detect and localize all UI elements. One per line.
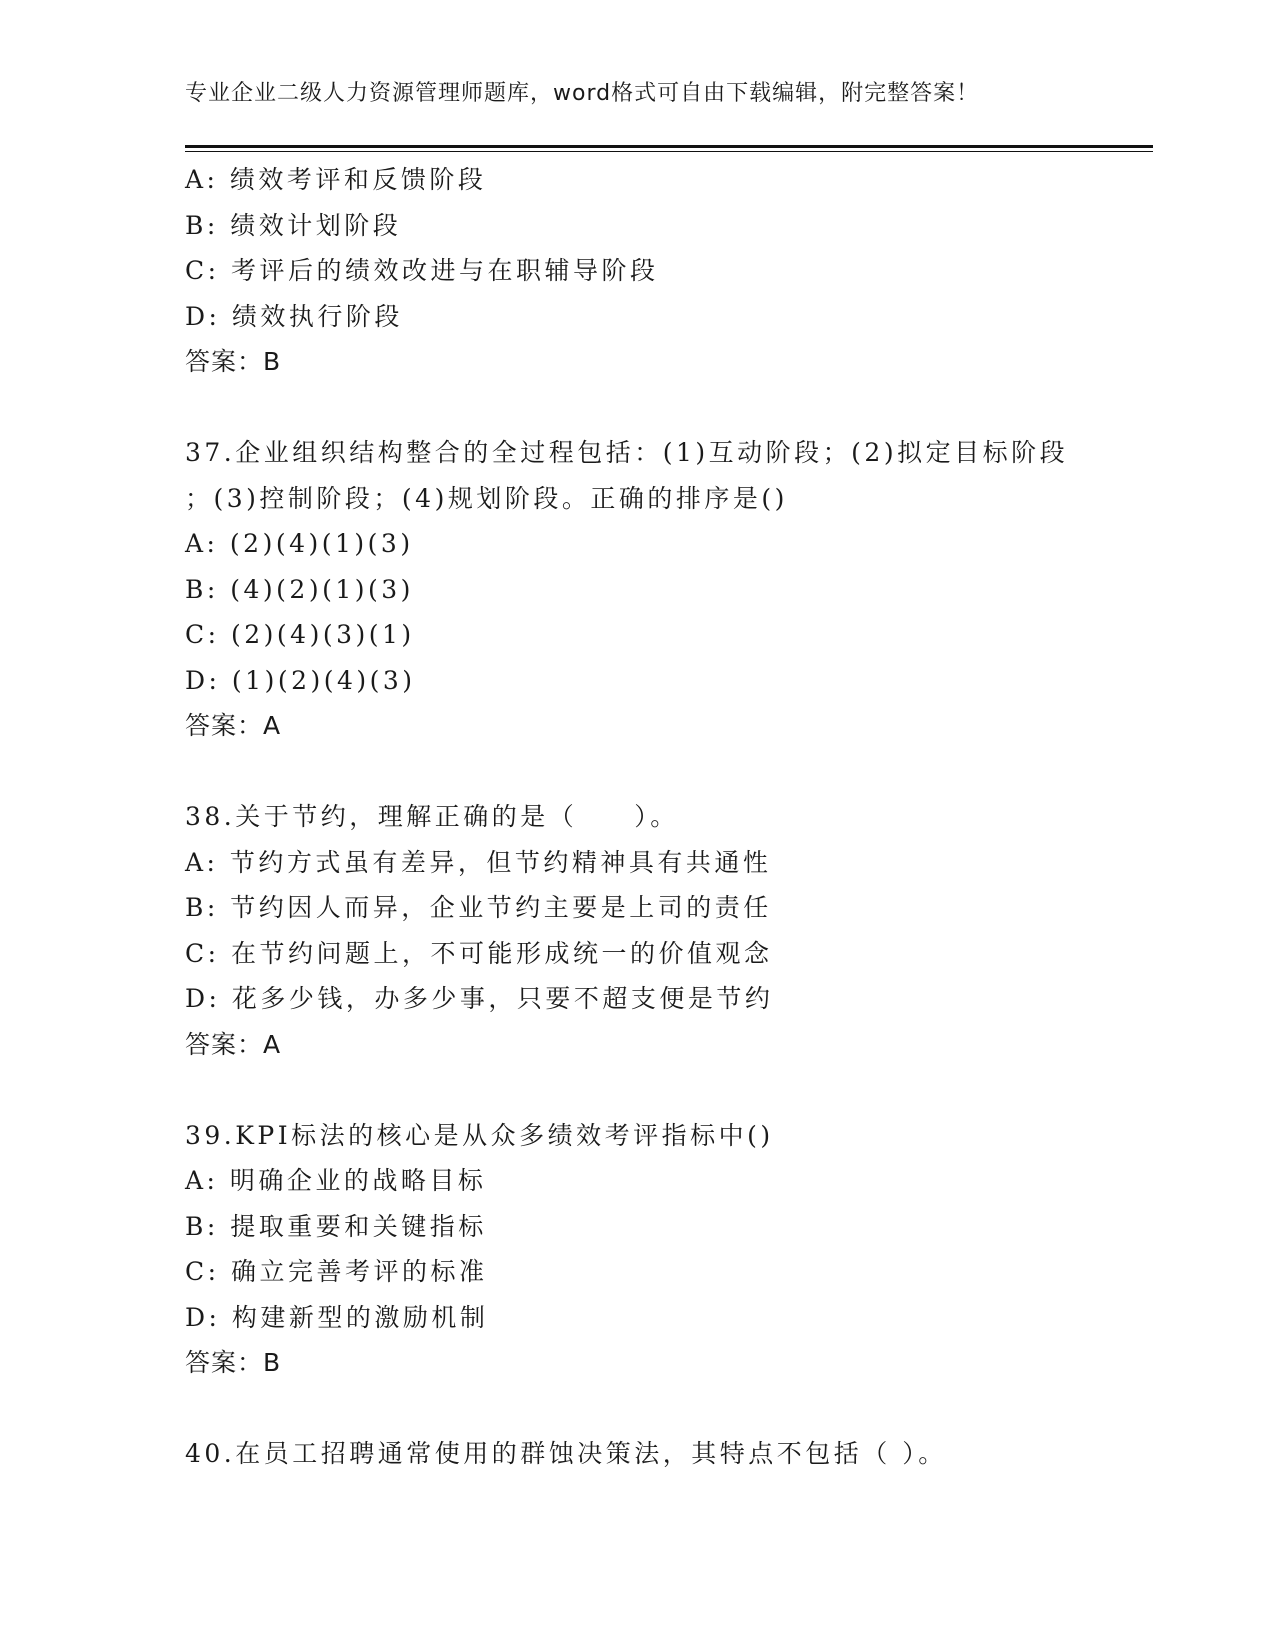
option-d: D: (1)(2)(4)(3) — [185, 665, 416, 695]
question-stem: 38.关于节约，理解正确的是（ ）。 — [185, 802, 679, 831]
option-b: B: 提取重要和关键指标 — [185, 1211, 487, 1241]
option-a: A: 绩效考评和反馈阶段 — [185, 165, 487, 194]
answer: 答案：A — [185, 1029, 282, 1059]
option-d: D: 绩效执行阶段 — [185, 301, 403, 331]
question-stem: 40.在员工招聘通常使用的群蚀决策法，其特点不包括（ ）。 — [185, 1439, 947, 1468]
option-a: A: 明确企业的战略目标 — [185, 1166, 487, 1195]
question-list — [185, 157, 1153, 1477]
header-rule-thin — [185, 151, 1153, 152]
option-b: B: 节约因人而异，企业节约主要是上司的责任 — [185, 893, 772, 922]
question-40 — [185, 1431, 1153, 1477]
option-c: C: 确立完善考评的标准 — [185, 1257, 488, 1286]
answer: 答案：B — [185, 347, 282, 376]
question-36 — [185, 157, 1153, 385]
question-stem: 37.企业组织结构整合的全过程包括：(1)互动阶段；(2)拟定目标阶段 — [185, 438, 1069, 467]
question-37 — [185, 430, 1153, 749]
question-stem: 39.KPI标法的核心是从众多绩效考评指标中() — [185, 1120, 774, 1150]
option-a: A: (2)(4)(1)(3) — [185, 529, 414, 558]
question-stem-continued: ；(3)控制阶段；(4)规划阶段。正确的排序是() — [185, 483, 788, 513]
option-d: D: 花多少钱，办多少事，只要不超支便是节约 — [185, 984, 774, 1013]
option-b: B: 绩效计划阶段 — [185, 210, 402, 240]
option-c: C: (2)(4)(3)(1) — [185, 620, 415, 649]
question-38 — [185, 794, 1153, 1067]
option-a: A: 节约方式虽有差异，但节约精神具有共通性 — [185, 847, 772, 877]
answer: 答案：B — [185, 1348, 282, 1377]
option-b: B: (4)(2)(1)(3) — [185, 574, 414, 604]
option-c: C: 考评后的绩效改进与在职辅导阶段 — [185, 256, 659, 285]
header-rule-thick — [185, 145, 1153, 148]
page-header: 专业企业二级人力资源管理师题库，word格式可自由下载编辑，附完整答案！ — [185, 81, 980, 106]
option-c: C: 在节约问题上，不可能形成统一的价值观念 — [185, 938, 773, 968]
option-d: D: 构建新型的激励机制 — [185, 1302, 489, 1332]
question-39 — [185, 1113, 1153, 1386]
answer: 答案：A — [185, 711, 282, 740]
